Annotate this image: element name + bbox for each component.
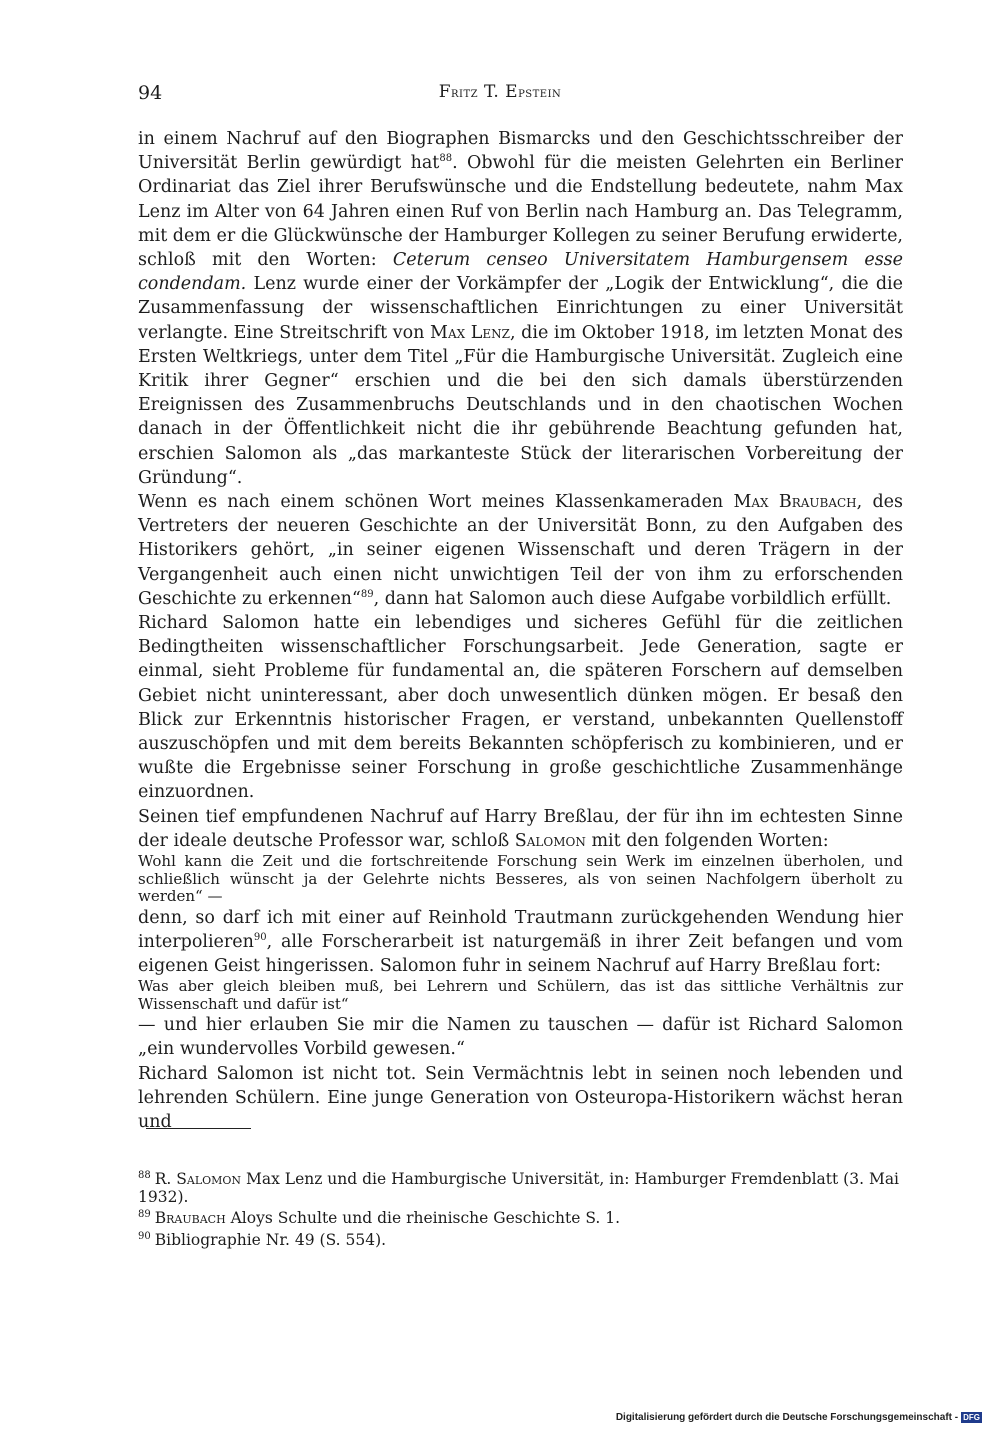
- author-name-salomon: Salomon: [514, 830, 586, 851]
- running-head-lastname: pstein: [518, 85, 562, 101]
- paragraph-7: Richard Salomon ist nicht tot. Sein Vermächtnis lebt in seinen noch lebenden und lehrenden Schülern. Eine junge Generation von Osteuropa-Historikern wächst heran und: [138, 1063, 903, 1133]
- dfg-logo-icon: DFG: [963, 1413, 980, 1422]
- paragraph-5: denn, so darf ich mit einer auf Reinhold Trautmann zurückgehenden Wendung hier interpolieren$^{90}$, alle Forscherarbeit ist naturgemäß in ihrer Zeit befangen und vom eigenen Geist hingerissen. Salomon fuhr in seinem Nachruf auf Harry Breßlau fort:: [138, 907, 903, 976]
- body-text: [138, 127, 903, 1134]
- paragraph-1: in einem Nachruf auf den Biographen Bismarcks und den Geschichtsschreiber der Universität Berlin gewürdigt hat$^{88}$. Obwohl für die meisten Gelehrten ein Berliner Ordinariat das Ziel ihrer Berufswünsche und die Endstellung bedeutete, nahm Max Lenz im Alter von 64 Jahren einen Ruf von Berlin nach Hamburg an. Das Telegramm, mit dem er die Glückwünsche der Hamburger Kollegen zu seiner Berufung erwiderte, schloß mit den Worten: Ceterum censeo Universitatem Hamburgensem esse condendam. Lenz wurde einer der Vorkämpfer der „Logik der Entwicklung“, die die Zusammenfassung der wissenschaftlichen Einrichtungen zu einer Universität verlangte. Eine Streitschrift von Max Lenz, die im Oktober 1918, im letzten Monat des Ersten Weltkriegs, unter dem Titel „Für die Hamburgische Universität. Zugleich eine Kritik ihrer Gegner“ erschien und die bei den sich damals überstürzenden Ereignissen des Zusammenbruchs Deutschlands und in den chaotischen Wochen danach in der Öffentlichkeit nicht die ihr gebührende Beachtung gefunden hat, erschien Salomon als „das markanteste Stück der literarischen Vorbereitung der Gründung“.: [138, 129, 904, 488]
- footnote-88: $^{88}$ R. Salomon Max Lenz und die Hamburgische Universität, in: Hamburger Fremdenblatt (3. Mai 1932).: [138, 1170, 900, 1206]
- paragraph-4: Seinen tief empfundenen Nachruf auf Harry Breßlau, der für ihn im echtesten Sinne der ideale deutsche Professor war, schloß Salomon mit den folgenden Worten:: [138, 806, 903, 851]
- footnotes: [138, 1167, 903, 1249]
- paragraph-2: Wenn es nach einem schönen Wort meines Klassenkameraden Max Braubach, des Vertreters der neueren Geschichte an der Universität Bonn, zu den Aufgaben des Historikers gehört, „in seiner eigenen Wissenschaft und deren Trägern in der Vergangenheit auch einen nicht unwichtigen Teil der von ihm zu erforschenden Geschichte zu erkennen“$^{89}$, dann hat Salomon auch diese Aufgabe vorbildlich erfüllt.: [138, 492, 903, 609]
- footnote-90: $^{90}$ Bibliographie Nr. 49 (S. 554).: [138, 1230, 387, 1249]
- footnote-ref-90[interactable]: 90: [253, 931, 267, 943]
- author-name-braubach: Max Braubach: [733, 492, 857, 513]
- digitization-credit: [616, 1412, 982, 1423]
- credit-text: Digitalisierung gefördert durch die Deutsche Forschungsgemeinschaft -: [615, 1412, 959, 1423]
- footnote-ref-89[interactable]: 89: [360, 589, 374, 601]
- paragraph-3: Richard Salomon hatte ein lebendiges und sicheres Gefühl für die zeitlichen Bedingtheiten wissenschaftlicher Forschungsarbeit. Jede Generation, sagte er einmal, sieht Probleme für fundamental an, die späteren Forschern auf demselben Gebiet nicht uninteressant, aber doch unwesentlich dünken mögen. Er besaß den Blick zur Erkenntnis historischer Fragen, er verstand, unbekannten Quellenstoff auszuschöpfen und mit dem bereits Bekannten schöpferisch zu kombinieren, und er wußte die Ergebnisse seiner Forschung in große geschichtliche Zusammenhänge einzuordnen.: [138, 613, 903, 803]
- footnote-89: $^{89}$ Braubach Aloys Schulte und die rheinische Geschichte S. 1.: [138, 1209, 621, 1228]
- running-head-initial: F: [438, 82, 451, 102]
- footnote-separator: [146, 1128, 251, 1129]
- running-head-middle: T. E: [478, 82, 519, 102]
- block-quote-1: Wohl kann die Zeit und die fortschreitende Forschung sein Werk im einzelnen überholen, und schließlich wünscht ja der Gelehrte nichts Besseres, als von seinen Nachfolgern überholt zu werden“ —: [138, 852, 903, 906]
- paragraph-6: — und hier erlauben Sie mir die Namen zu tauschen — dafür ist Richard Salomon „ein wundervolles Vorbild gewesen.“: [138, 1015, 903, 1060]
- author-name-lenz: Max Lenz: [430, 322, 510, 343]
- footnote-ref-88[interactable]: 88: [439, 153, 453, 165]
- block-quote-2: Was aber gleich bleiben muß, bei Lehrern und Schülern, das ist das sittliche Verhältnis zur Wissenschaft und dafür ist“: [138, 977, 903, 1013]
- latin-quote: Ceterum censeo Universitatem Hamburgensem esse condendam.: [138, 250, 904, 295]
- page-number: 94: [138, 82, 163, 104]
- running-head-firstname: ritz: [450, 85, 479, 101]
- running-head: [0, 82, 1000, 102]
